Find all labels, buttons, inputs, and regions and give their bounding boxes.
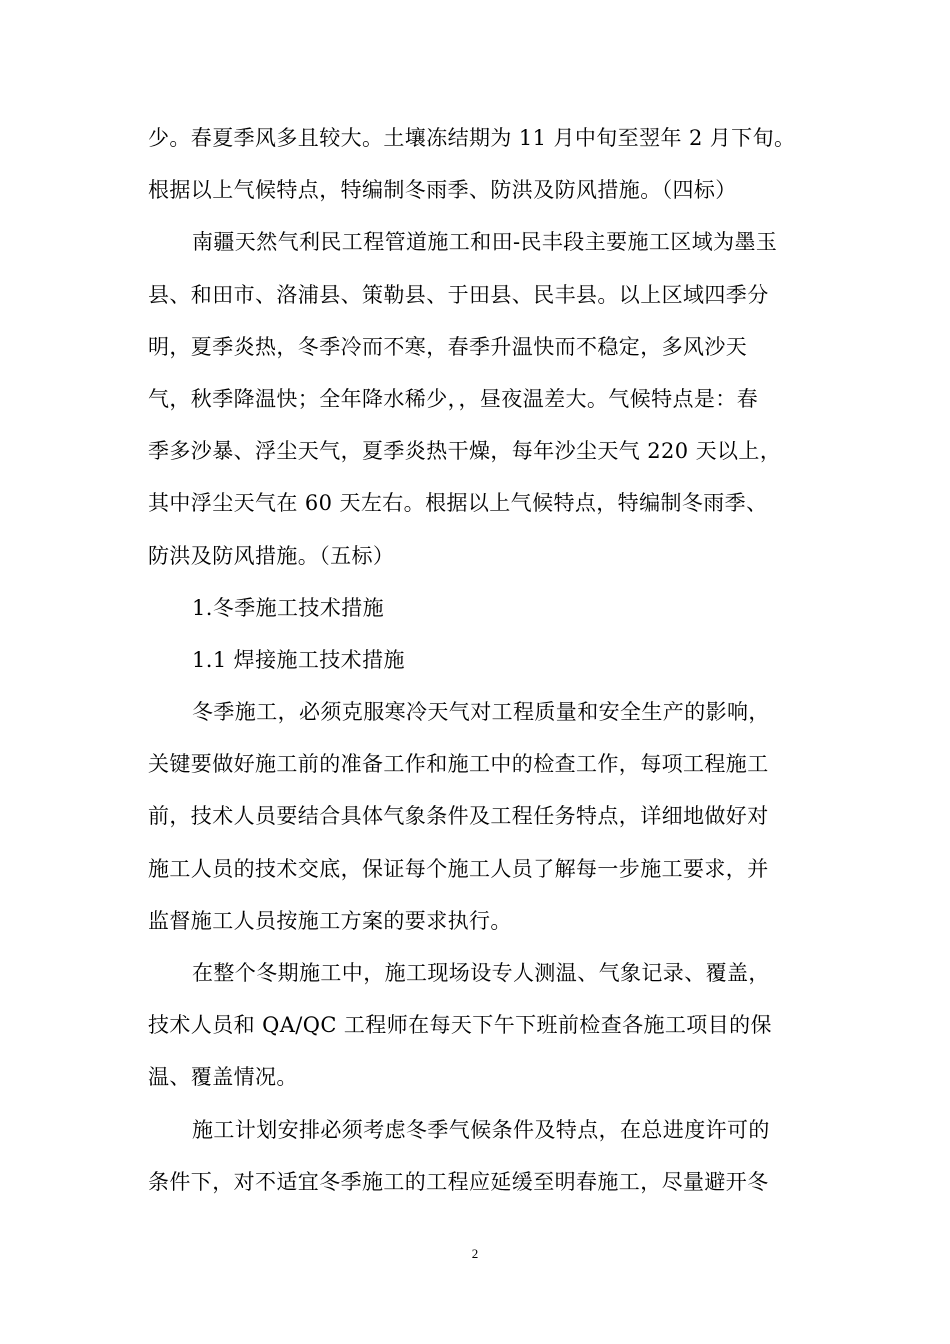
text-line: 温、覆盖情况。 [148, 1065, 298, 1090]
text-line: 冬季施工，必须克服寒冷天气对工程质量和安全生产的影响， [192, 700, 770, 725]
text-line: 在整个冬期施工中，施工现场设专人测温、气象记录、覆盖， [192, 961, 770, 985]
text-line: 施工计划安排必须考虑冬季气候条件及特点，在总进度许可的 [192, 1117, 770, 1142]
text-line: 条件下，对不适宜冬季施工的工程应延缓至明春施工，尽量避开冬 [148, 1169, 769, 1194]
text-line: 少。春夏季风多且较大。土壤冻结期为 11 月中旬至翌年 2 月下旬。 [148, 126, 796, 150]
text-line: 其中浮尘天气在 60 天左右。根据以上气候特点，特编制冬雨季、 [148, 491, 768, 516]
subsection-heading: 1.1 焊接施工技术措施 [192, 647, 405, 672]
text-line: 季多沙暴、浮尘天气，夏季炎热干燥，每年沙尘天气 220 天以上， [148, 439, 782, 464]
text-line: 施工人员的技术交底，保证每个施工人员了解每一步施工要求，并 [148, 856, 769, 881]
text-line: 根据以上气候特点，特编制冬雨季、防洪及防风措施。（四标） [148, 178, 737, 203]
text-line: 技术人员和 QA/QC 工程师在每天下午下班前检查各施工项目的保 [148, 1013, 772, 1038]
text-line: 监督施工人员按施工方案的要求执行。 [148, 908, 512, 933]
text-line: 前，技术人员要结合具体气象条件及工程任务特点，详细地做好对 [148, 804, 769, 829]
section-heading: 1.冬季施工技术措施 [192, 595, 385, 620]
page-number: 2 [471, 1246, 479, 1261]
text-line: 南疆天然气利民工程管道施工和田-民丰段主要施工区域为墨玉 [192, 230, 778, 255]
body-text [148, 112, 808, 1208]
text-line: 明，夏季炎热，冬季冷而不寒，春季升温快而不稳定，多风沙天 [148, 334, 748, 359]
text-line: 关键要做好施工前的准备工作和施工中的检查工作，每项工程施工 [148, 752, 769, 777]
text-line: 防洪及防风措施。（五标） [148, 543, 395, 568]
text-line: 气，秋季降温快；全年降水稀少，，昼夜温差大。气候特点是：春 [148, 386, 759, 411]
text-line: 县、和田市、洛浦县、策勒县、于田县、民丰县。以上区域四季分 [148, 282, 769, 307]
